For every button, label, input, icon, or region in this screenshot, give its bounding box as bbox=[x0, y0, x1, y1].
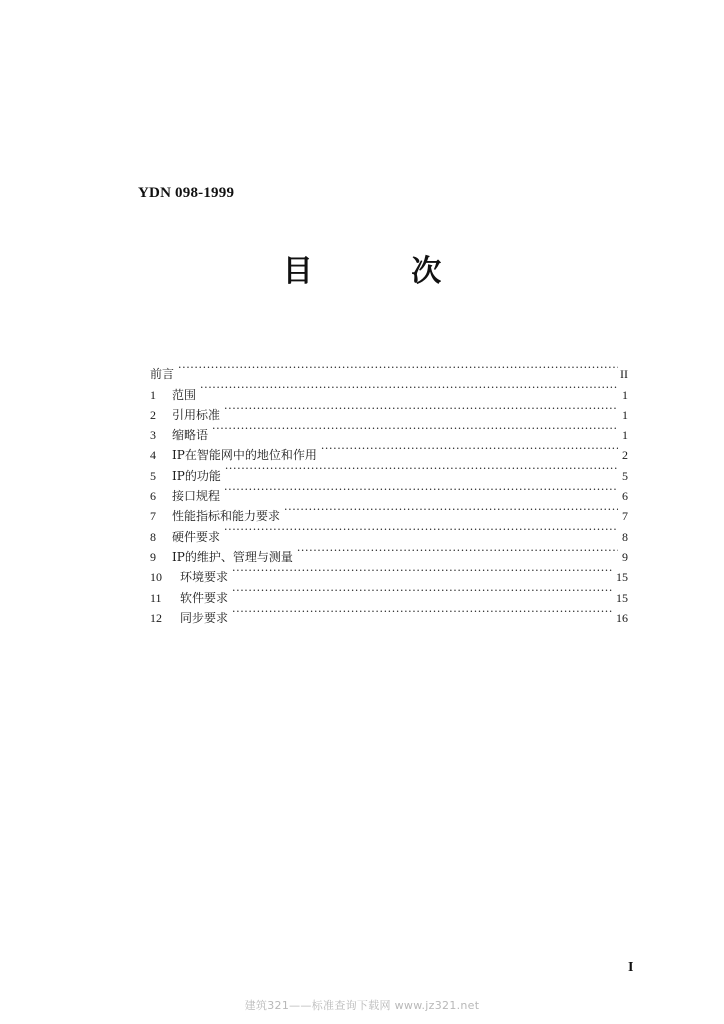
toc-entry-number: 10 bbox=[150, 570, 162, 585]
toc-entry-number: 12 bbox=[150, 610, 162, 625]
toc-entry-number: 3 bbox=[150, 428, 156, 443]
dot-leader bbox=[224, 520, 618, 540]
toc-entry-number: 4 bbox=[150, 448, 156, 463]
toc-heading: 目 次 bbox=[282, 254, 486, 289]
dot-leader bbox=[200, 378, 618, 398]
toc-entry-label: 引用标准 bbox=[172, 407, 221, 422]
toc-entry-abbreviations[interactable] bbox=[150, 419, 628, 443]
toc-entry-label: 接口规程 bbox=[172, 489, 221, 504]
toc-entry-page: 15 bbox=[616, 570, 628, 585]
dot-leader bbox=[232, 602, 614, 622]
toc-entry-label: IP的维护、管理与测量 bbox=[172, 549, 293, 564]
toc-entry-ip-role[interactable] bbox=[150, 439, 628, 463]
toc-entry-number: 7 bbox=[150, 509, 156, 524]
toc-entry-label: 同步要求 bbox=[180, 610, 229, 625]
toc-entry-label: 硬件要求 bbox=[172, 529, 221, 544]
document-id: YDN 098-1999 bbox=[138, 185, 235, 201]
dot-leader bbox=[224, 399, 618, 419]
dot-leader bbox=[297, 541, 618, 561]
toc-entry-page: 6 bbox=[622, 489, 628, 504]
toc-entry-page: 1 bbox=[622, 428, 628, 443]
toc-entry-page: 16 bbox=[616, 610, 628, 625]
toc-entry-page: 7 bbox=[622, 509, 628, 524]
dot-leader bbox=[178, 358, 618, 378]
toc-entry-number: 8 bbox=[150, 529, 156, 544]
toc-entry-label: 软件要求 bbox=[180, 590, 229, 605]
watermark-text: 建筑321——标准查询下载网 www.jz321.net bbox=[244, 999, 480, 1012]
toc-entry-page: 5 bbox=[622, 468, 628, 483]
toc-entry-normative-references[interactable] bbox=[150, 399, 628, 422]
dot-leader bbox=[225, 459, 618, 479]
toc-entry-label: 前言 bbox=[150, 367, 175, 382]
toc-entry-label: 范围 bbox=[172, 387, 197, 402]
toc-entry-page: II bbox=[620, 367, 628, 382]
toc-entry-foreword[interactable] bbox=[150, 358, 628, 382]
toc-entry-page: 8 bbox=[622, 529, 628, 544]
dot-leader bbox=[284, 500, 618, 520]
toc-entry-label: IP在智能网中的地位和作用 bbox=[172, 448, 317, 463]
toc-entry-page: 2 bbox=[622, 448, 628, 463]
toc-entry-label: IP的功能 bbox=[172, 468, 221, 483]
dot-leader bbox=[232, 561, 614, 581]
toc-entry-page: 1 bbox=[622, 407, 628, 422]
page-number: I bbox=[628, 960, 634, 975]
toc-entry-page: 1 bbox=[622, 387, 628, 402]
toc-entry-label: 缩略语 bbox=[172, 428, 209, 443]
dot-leader bbox=[212, 419, 618, 439]
toc-entry-number: 1 bbox=[150, 387, 156, 402]
dot-leader bbox=[321, 439, 618, 459]
toc-entry-number: 9 bbox=[150, 549, 156, 564]
table-of-contents bbox=[150, 358, 628, 625]
toc-entry-number: 6 bbox=[150, 489, 156, 504]
toc-entry-number: 2 bbox=[150, 407, 156, 422]
toc-entry-number: 5 bbox=[150, 468, 156, 483]
toc-entry-scope[interactable] bbox=[150, 378, 628, 402]
dot-leader bbox=[232, 581, 614, 601]
dot-leader bbox=[224, 480, 618, 500]
toc-entry-page: 15 bbox=[616, 590, 628, 605]
toc-entry-page: 9 bbox=[622, 549, 628, 564]
toc-entry-label: 环境要求 bbox=[180, 570, 229, 585]
toc-entry-number: 11 bbox=[150, 590, 162, 605]
toc-entry-label: 性能指标和能力要求 bbox=[172, 509, 281, 524]
